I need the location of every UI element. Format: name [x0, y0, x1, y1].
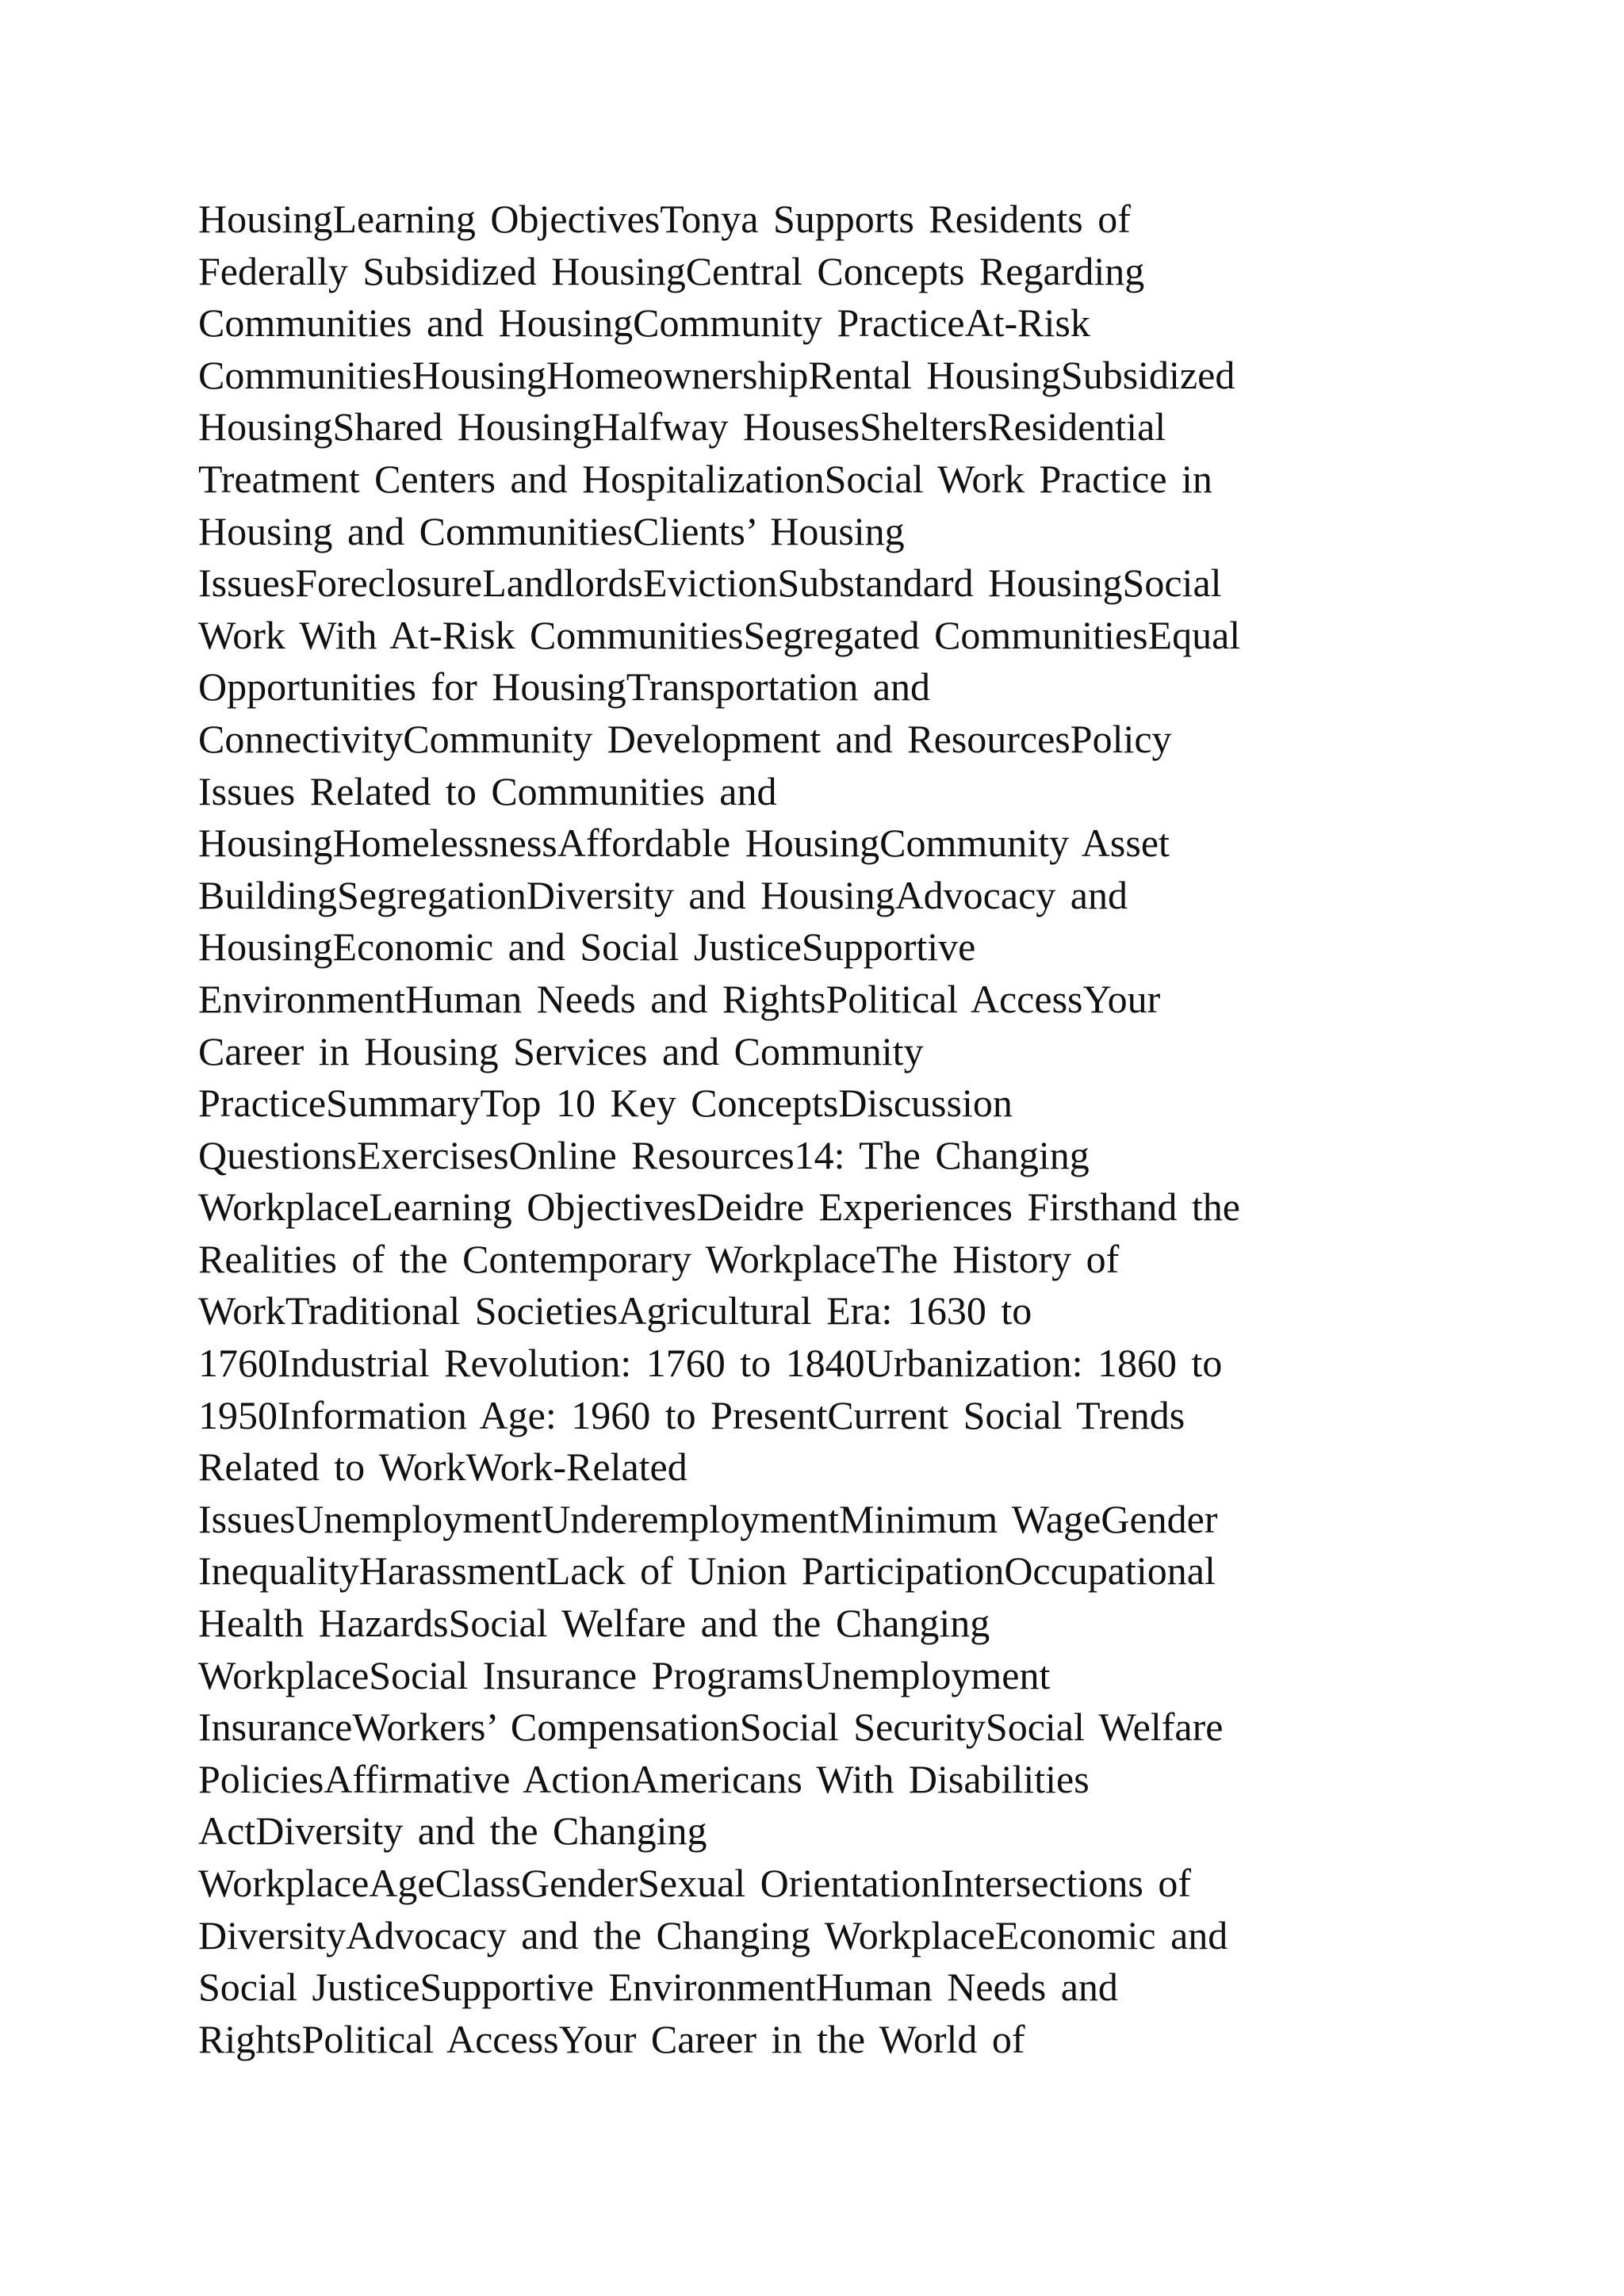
- text-line: ActDiversity and the Changing: [198, 1808, 707, 1854]
- text-line: ConnectivityCommunity Development and ResourcesPolicy: [198, 716, 1172, 761]
- text-line: 1950Information Age: 1960 to PresentCurrent Social Trends: [198, 1392, 1185, 1437]
- text-line: InequalityHarassmentLack of Union ParticipationOccupational: [198, 1548, 1216, 1594]
- text-line: Housing and CommunitiesClients’ Housing: [198, 508, 905, 553]
- text-line: IssuesUnemploymentUnderemploymentMinimum WageGender: [198, 1496, 1218, 1541]
- text-line: RightsPolitical AccessYour Career in the World of: [198, 2016, 1025, 2061]
- text-line: Issues Related to Communities and: [198, 768, 777, 813]
- text-line: Work With At-Risk CommunitiesSegregated CommunitiesEqual: [198, 612, 1241, 657]
- text-line: Health HazardsSocial Welfare and the Changing: [198, 1601, 990, 1646]
- text-line: HousingShared HousingHalfway HousesSheltersResidential: [198, 404, 1166, 450]
- text-line: CommunitiesHousingHomeownershipRental HousingSubsidized: [198, 352, 1235, 397]
- text-line: BuildingSegregationDiversity and HousingAdvocacy and: [198, 872, 1128, 917]
- text-line: WorkTraditional SocietiesAgricultural Era: 1630 to: [198, 1288, 1032, 1334]
- text-line: WorkplaceAgeClassGenderSexual OrientationIntersections of: [198, 1861, 1192, 1905]
- text-line: EnvironmentHuman Needs and RightsPolitical AccessYour: [198, 976, 1161, 1021]
- text-line: HousingEconomic and Social JusticeSupportive: [198, 924, 976, 970]
- text-line: Treatment Centers and HospitalizationSocial Work Practice in: [198, 456, 1212, 501]
- text-line: Career in Housing Services and Community: [198, 1028, 924, 1073]
- text-line: Communities and HousingCommunity PracticeAt-Risk: [198, 300, 1090, 346]
- text-line: Opportunities for HousingTransportation and: [198, 664, 931, 710]
- text-line: Federally Subsidized HousingCentral Concepts Regarding: [198, 248, 1145, 293]
- text-line: QuestionsExercisesOnline Resources14: The Changing: [198, 1132, 1090, 1177]
- body-text: [198, 193, 1483, 2065]
- text-line: Related to WorkWork-Related: [198, 1445, 688, 1490]
- text-line: PoliciesAffirmative ActionAmericans With Disabilities: [198, 1756, 1090, 1801]
- text-line: HousingHomelessnessAffordable HousingCommunity Asset: [198, 821, 1170, 866]
- text-line: InsuranceWorkers’ CompensationSocial SecuritySocial Welfare: [198, 1705, 1224, 1750]
- text-line: DiversityAdvocacy and the Changing WorkplaceEconomic and: [198, 1912, 1228, 1957]
- text-line: 1760Industrial Revolution: 1760 to 1840Urbanization: 1860 to: [198, 1341, 1223, 1386]
- text-line: WorkplaceLearning ObjectivesDeidre Experiences Firsthand the: [198, 1184, 1240, 1230]
- text-line: WorkplaceSocial Insurance ProgramsUnemployment: [198, 1652, 1051, 1697]
- text-line: IssuesForeclosureLandlordsEvictionSubstandard HousingSocial: [198, 561, 1222, 606]
- text-line: PracticeSummaryTop 10 Key ConceptsDiscussion: [198, 1081, 1013, 1126]
- text-line: Realities of the Contemporary WorkplaceThe History of: [198, 1236, 1120, 1281]
- text-line: Social JusticeSupportive EnvironmentHuman Needs and: [198, 1965, 1118, 2010]
- text-line: HousingLearning ObjectivesTonya Supports Residents of: [198, 197, 1131, 241]
